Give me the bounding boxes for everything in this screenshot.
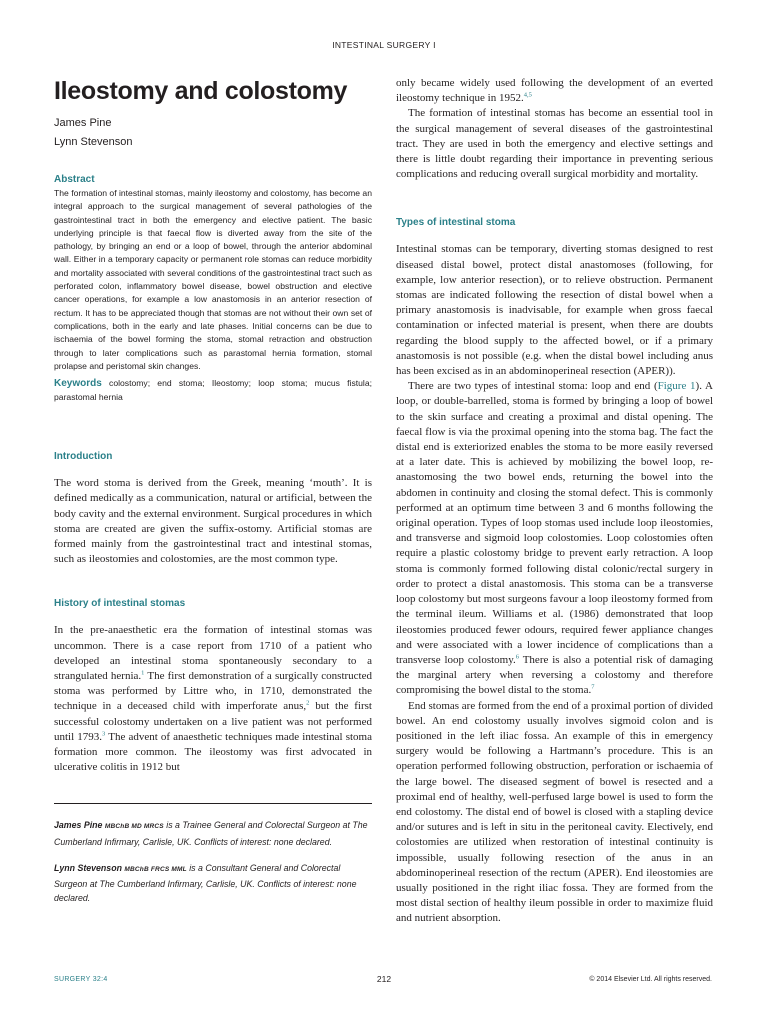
reference-link[interactable]: 3 [102, 730, 106, 738]
article-title: Ileostomy and colostomy [54, 77, 348, 105]
right-column [396, 76, 713, 927]
types-heading: Types of intestinal stoma [396, 217, 516, 229]
paragraph-part: ). A loop, or double-barrelled, stoma is formed by bringing a loop of bowel to the skin surface and creating a proximal and distal opening. The faecal flow is via the proximal opening into the stoma bag. The fact the distal end is exteriorized enables the stoma to be more easily reversed at a later date. This is achieved by mobilizing the bowel loop, re-anastomosing the two bowel ends, returning the bowel into the abdomen in continuity and closing the stomal defect. This is commonly performed at an optimum time between 3 and 6 months following the original operation. Types of loop stomas used include loop ileostomies, and transverse and sigmoid loop colostomies. Loop colostomies often require a plastic colostomy bridge to prevent early retraction. A loop stoma is commonly formed following distal colonic/rectal surgery in order to protect a distal anastomosis. This stoma can be a transverse loop colostomy but most surgeons favour a loop ileostomy formed from the terminal ileum. Williams et al. (1986) demonstrated that loop ileostomies produced fewer odours, required fewer appliance changes and were associated with a lower incidence of complications than a transverse loop colostomy. [396, 380, 713, 666]
keywords-label: Keywords [54, 378, 102, 390]
paragraph: End stomas are formed from the end of a proximal portion of divided bowel. An end colostomy usually involves sigmoid colon and is positioned in the left iliac fossa. An example of this in emergency surgery would be following a Hartmann’s procedure. This is an operation performed following obstruction, perforation or ischaemia of the large bowel. The diseased segment of bowel is resected and a proximal end of healthy, well-perfused large bowel is used to form the end colostomy. The distal end of bowel is closed with a stapling device and/or sutures and is left in situ in the peritoneal cavity. Electively, end colostomies are utilized when restoration of intestinal continuity is impossible, usually following resection of the anus in an abdominoperineal resection of the rectum (APER). End ileostomies are usually positioned in the right iliac fossa. They are formed from the most distal section of healthy ileum possible in order to maximize fluid and nutrient absorption. [396, 699, 713, 925]
paragraph: Intestinal stomas can be temporary, diverting stomas designed to rest diseased distal bowel, protect distal anastomoses (following, for example, low anterior resection), or to relieve obstruction. Permanent stomas are indicated following the resection of distal bowel when a primary anastomosis is inadvisable, for example when gross faecal contamination or infected material is present, when there are doubts regarding the blood supply to the affected bowel, or if a primary anastomosis is not possible (e.g. when the distal bowel including anus has been excised as in an abdominoperineal resection (APER)). [396, 243, 713, 378]
reference-link[interactable]: 6 [515, 653, 520, 661]
page-number: 212 [376, 974, 392, 984]
abstract-text: The formation of intestinal stomas, mainly ileostomy and colostomy, has become an integral approach to the surgical management of several pathologies of the gastrointestinal tract in both the emergency and elective patient. The basic underlying principle is that faecal flow is diverted away from the site of the pathology, by bringing an end or a loop of bowel, through the anterior abdominal wall. Either in a temporary capacity or permanent role stomas can reduce morbidity and mortality associated with several conditions of the gastrointestinal tract such as perforated colon, inflammatory bowel disease, bowel obstruction and elective cancer operations, for example a low anastomosis in an anterior resection of rectum. It has to be appreciated though that stomas are not without their own set of complications, both in the early and late phases. Initial concerns can be due to ischaemia of the bowel forming the stoma, stomal retraction and obstruction through to later complications such as parastomal hernia formation, stomal prolapse and peristomal skin changes. [54, 188, 372, 371]
history-text-part: In the pre-anaesthetic era the formation of intestinal stomas was uncommon. There is a case report from 1710 of a patient who developed an intestinal stoma spontaneously secondary to a strangulated hernia. [54, 624, 372, 682]
history-text-part: The first demonstration of a surgically constructed stoma was performed by Littre who, in 1710, demonstrated the technique in a deceased child with imperforate anus, [54, 669, 372, 713]
running-head: INTESTINAL SURGERY I [332, 40, 436, 50]
keywords-text: colostomy; end stoma; Ileostomy; loop stoma; mucus fistula; parastomal hernia [54, 378, 373, 402]
keywords [54, 377, 372, 404]
paragraph-part: There is also a potential risk of damaging the marginal artery when reversing a colostomy and therefore compromising the bowel distal to the stoma. [396, 653, 713, 697]
reference-link[interactable]: 4,5 [523, 91, 532, 99]
figure-link[interactable]: Figure 1 [657, 380, 696, 393]
bio-name: James Pine [54, 820, 103, 831]
paragraph: The formation of intestinal stomas has become an essential tool in the surgical management of several diseases of the gastrointestinal tract. They are used in both the emergency and elective settings and there is little doubt regarding their importance in preventing serious complications and reducing overall surgical morbidity and mortality. [396, 107, 713, 181]
reference-link[interactable]: 7 [591, 683, 595, 691]
bio-divider [54, 803, 372, 804]
introduction-text: The word stoma is derived from the Greek, meaning ‘mouth’. It is defined medically as a communication, natural or artificial, between the body cavity and the external environment. Surgical procedures in which stoma are created are given the suffix-ostomy. Artificial stomas are formed mainly from the gastrointestinal tract and intestinal stomas, such as ileostomies and colostomies, are the most common type. [54, 477, 372, 566]
paragraph-part: There are two types of intestinal stoma: loop and end ( [408, 380, 658, 393]
paragraph [396, 379, 713, 698]
author-bio [54, 861, 372, 906]
bio-text: is a Trainee General and Colorectal Surgeon at The Cumberland Infirmary, Carlisle, UK. Conflicts of interest: none declared. [54, 820, 368, 847]
history-text [54, 623, 372, 775]
author-name: James Pine [54, 117, 112, 129]
copyright-footer: © 2014 Elsevier Ltd. All rights reserved. [589, 976, 712, 983]
bio-name: Lynn Stevenson [54, 862, 122, 873]
introduction-heading: Introduction [54, 451, 113, 463]
author-name: Lynn Stevenson [54, 136, 133, 148]
reference-link[interactable]: 1 [141, 669, 145, 677]
bio-credentials: MBChB MD MRCS [104, 823, 164, 831]
left-column [54, 76, 372, 905]
bio-credentials: MBChB FRCS MML [124, 865, 187, 873]
history-text-part: but the first successful colostomy undertaken on a live patient was not performed until 1793. [54, 700, 372, 743]
history-text-part: The advent of anaesthetic techniques made intestinal stoma formation more common. The ileostomy was first advocated in ulcerative colitis in 1912 but [54, 730, 372, 774]
continued-text-part: only became widely used following the development of an everted ileostomy technique in 1952. [396, 77, 713, 105]
journal-footer: SURGERY 32:4 [54, 976, 108, 983]
continued-text [396, 76, 713, 106]
history-heading: History of intestinal stomas [54, 598, 186, 610]
bio-text: is a Consultant General and Colorectal Surgeon at The Cumberland Infirmary, Carlisle, UK. Conflicts of interest: none declared. [54, 862, 357, 904]
abstract-heading: Abstract [54, 174, 95, 185]
reference-link[interactable]: 2 [306, 699, 310, 707]
author-bio [54, 818, 372, 848]
